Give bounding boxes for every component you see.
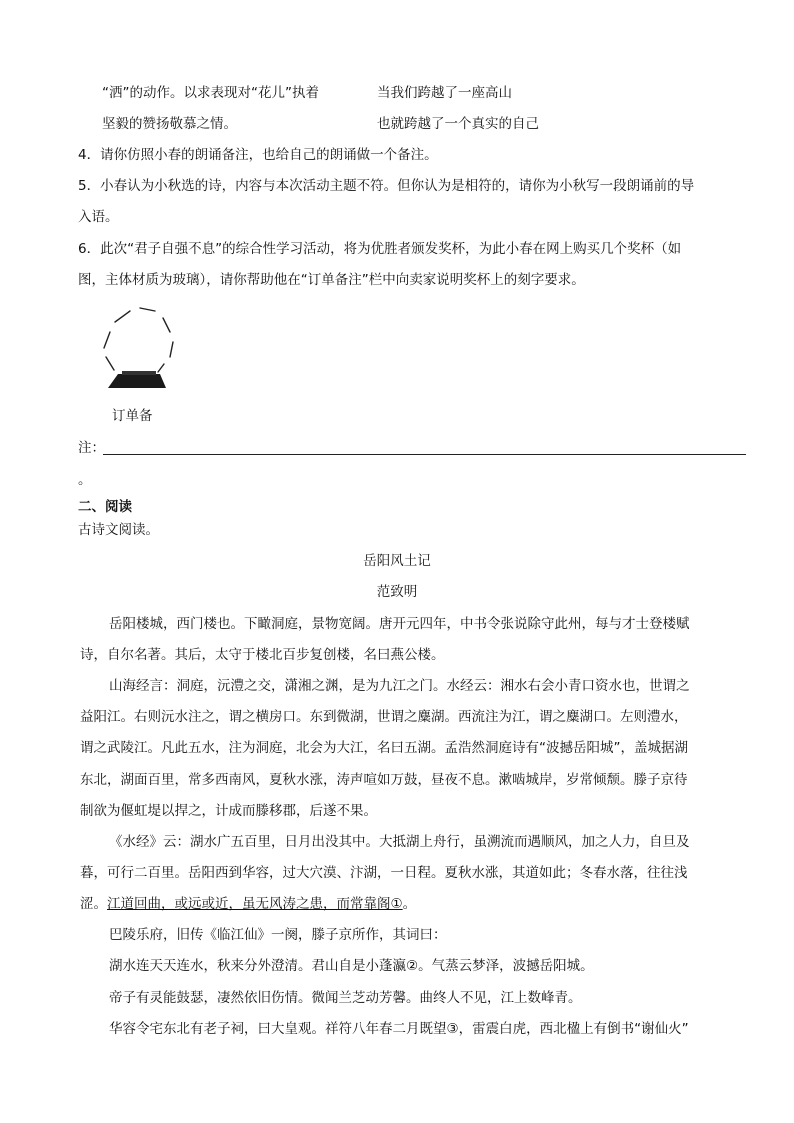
paragraph-3-line-2: 暮，可行二百里。岳阳西到华容，过大穴漠、汴湖，一日程。夏秋水涨，其道如此；冬春水落，往往浅 — [80, 865, 688, 881]
paragraph-2-line-5: 制欲为偃虹堤以捍之，计成而滕移郡，后遂不果。 — [80, 803, 377, 819]
paragraph-2-line-2: 益阳江。右则沅水注之，谓之横房口。东到微湖，世谓之麋湖。西流注为江，谓之麋湖口。左则澧水， — [80, 709, 688, 725]
paragraph-2-line-3: 谓之武陵江。凡此五水，注为洞庭，北会为大江，名曰五湖。孟浩然洞庭诗有“波撼岳阳城”，盖城据湖 — [80, 740, 688, 756]
paragraph-3-end: 。 — [402, 896, 417, 912]
top-right-line-2: 也就跨越了一个真实的自己 — [377, 116, 539, 132]
top-left-line-1: “洒”的动作。以求表现对“花儿”执着 — [102, 85, 319, 101]
paragraph-1-line-1: 岳阳楼城，西门楼也。下瞰洞庭，景物宽阔。唐开元四年，中书令张说除守此州，每与才士登楼赋 — [109, 616, 690, 632]
paragraph-2-line-1: 山海经言：洞庭，沅澧之交，潇湘之渊，是为九江之门。水经云：湘水右会小青口资水也，世谓之 — [109, 678, 690, 694]
question-5-line-2: 入语。 — [78, 209, 119, 225]
section-title: 二、阅读 — [78, 499, 132, 515]
underlined-sentence: 江道回曲，或远或近，虽无风涛之患，而常靠阁① — [107, 896, 403, 912]
article-author: 范致明 — [376, 584, 418, 600]
poem-line-1: 湖水连天天连水，秋来分外澄清。君山自是小蓬瀛②。气蒸云梦泽，波撼岳阳城。 — [109, 958, 594, 974]
section-subtitle: 古诗文阅读。 — [78, 522, 159, 538]
paragraph-7-line-1: 华容令宅东北有老子祠，曰大皇观。祥符八年春二月既望③，雷震白虎，西北楹上有倒书“谢仙火” — [109, 1021, 689, 1037]
paragraph-3-plain-text: 涩。 — [80, 896, 107, 912]
question-6-line-2: 图，主体材质为玻璃），请你帮助他在“订单备注”栏中向卖家说明奖杯上的刻字要求。 — [78, 272, 585, 288]
order-note-answer-line[interactable] — [103, 454, 746, 455]
question-5-line-1: 5．小春认为小秋选的诗，内容与本次活动主题不符。但你认为是相符的，请你为小秋写一段朗诵前的导 — [78, 178, 695, 194]
glass-trophy-icon — [96, 302, 182, 392]
poem-line-2: 帝子有灵能鼓瑟，凄然依旧伤情。微闻兰芝动芳馨。曲终人不见，江上数峰青。 — [109, 990, 582, 1006]
order-note-label: 订单备 — [112, 408, 153, 424]
paragraph-1-line-2: 诗，自尔名著。其后，太守于楼北百步复创楼，名曰燕公楼。 — [80, 647, 445, 663]
paragraph-3-line-3 — [80, 894, 416, 914]
top-left-line-2: 坚毅的赞扬敬慕之情。 — [102, 116, 237, 132]
order-note-end-mark: 。 — [78, 472, 92, 488]
article-title: 岳阳风土记 — [363, 553, 431, 569]
top-right-line-1: 当我们跨越了一座高山 — [377, 85, 512, 101]
question-6-line-1: 6．此次“君子自强不息”的综合性学习活动，将为优胜者颁发奖杯，为此小春在网上购买几个奖杯（如 — [78, 241, 682, 257]
paragraph-4: 巴陵乐府，旧传《临江仙》一阕，滕子京所作，其词曰： — [109, 927, 447, 943]
paragraph-3-line-1: 《水经》云：湖水广五百里，日月出没其中。大抵湖上舟行，虽溯流而遇顺风，加之人力，自旦及 — [109, 834, 690, 850]
question-4: 4．请你仿照小春的朗诵备注，也给自己的朗诵做一个备注。 — [78, 147, 438, 163]
order-note-label-cont: 注： — [78, 440, 105, 456]
paragraph-2-line-4: 东北，湖面百里，常多西南风，夏秋水涨，涛声喧如万鼓，昼夜不息。漱啮城岸，岁常倾颓。滕子京待 — [80, 772, 688, 788]
